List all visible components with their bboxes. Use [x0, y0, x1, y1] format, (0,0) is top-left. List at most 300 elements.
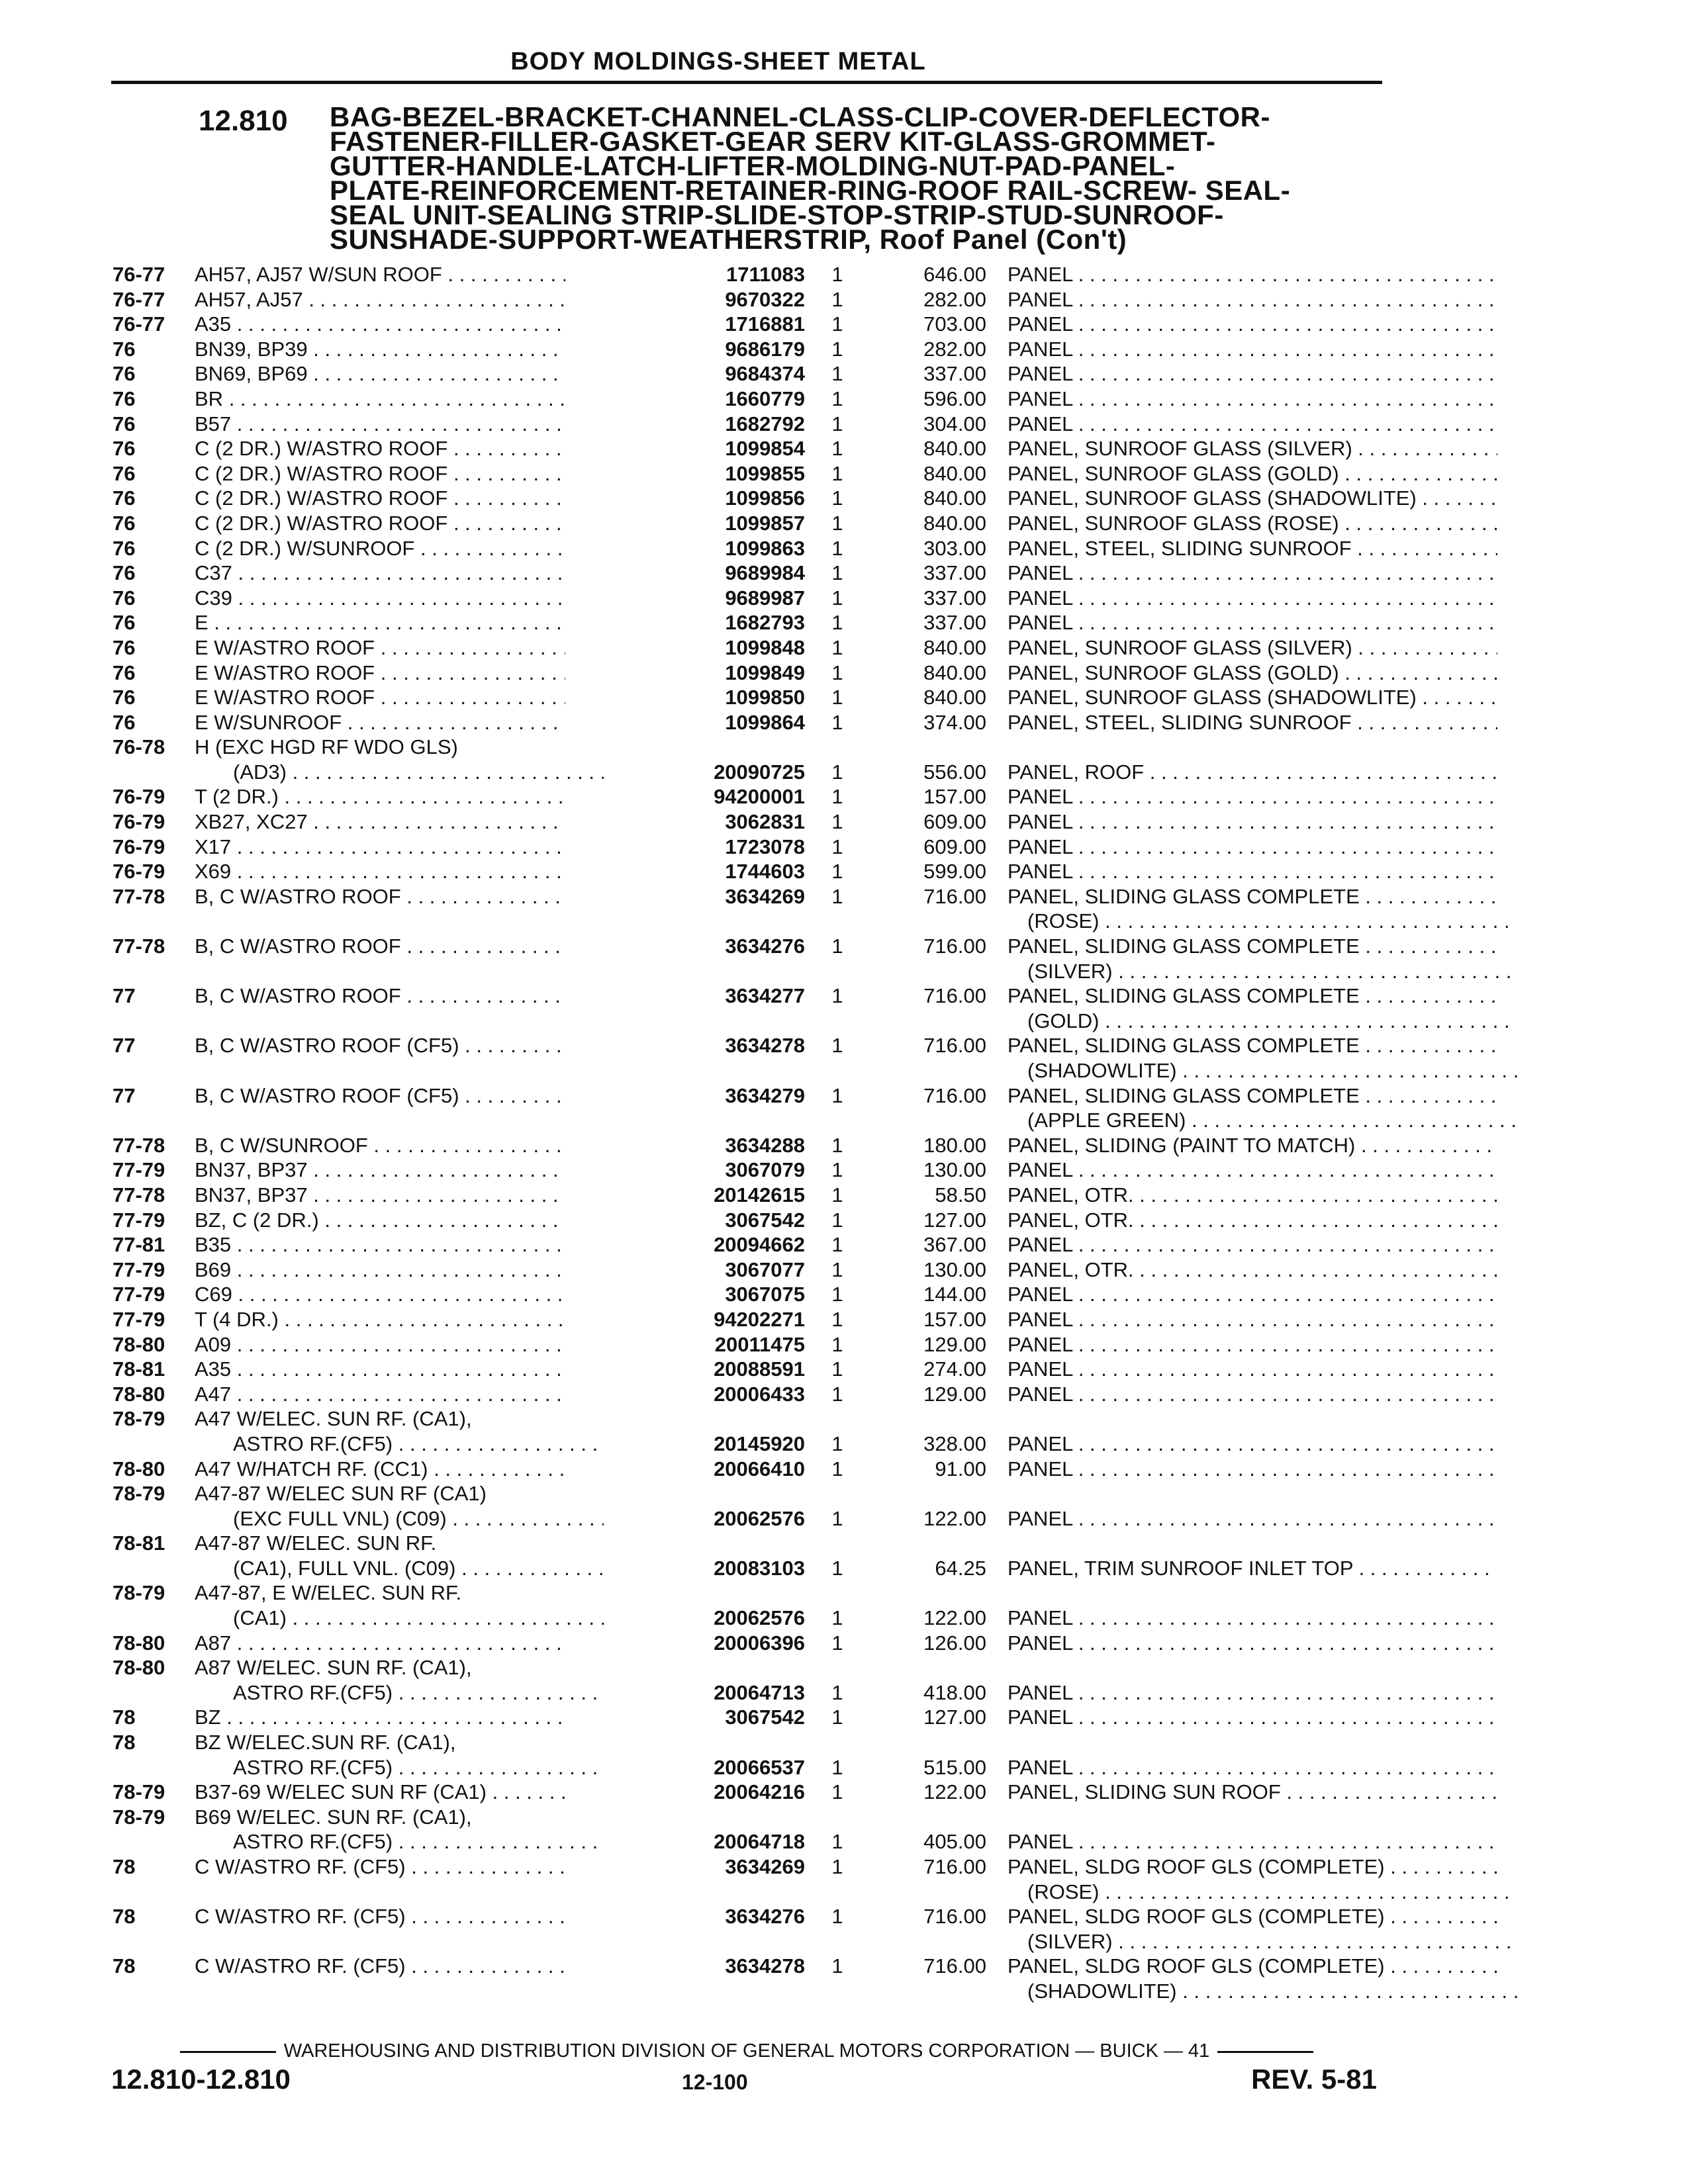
table-row [113, 1854, 1390, 1880]
row-model: BZ, C (2 DR.) . . . [195, 1208, 565, 1233]
row-year: 76-77 [113, 287, 165, 311]
row-description: PANEL, SLIDING SUN ROOF . . . [1008, 1780, 1497, 1805]
section-number: 12.810 [199, 105, 288, 137]
row-description: PANEL, OTR. . . . [1008, 1257, 1497, 1283]
row-model: C (2 DR.) W/ASTRO ROOF . . . [195, 511, 565, 536]
row-price: 556.00 [923, 760, 986, 784]
row-model: XB27, XC27 . . . [195, 809, 565, 835]
row-quantity: 1 [831, 1631, 843, 1655]
table-row [113, 1929, 1390, 1954]
row-year: 78 [113, 1954, 136, 1978]
table-row [113, 710, 1390, 735]
row-price: 64.25 [935, 1556, 986, 1580]
row-year: 76-79 [113, 810, 165, 834]
row-part-number: 20064713 [714, 1680, 805, 1704]
row-year: 77-79 [113, 1257, 165, 1281]
row-description: PANEL, TRIM SUNROOF INLET TOP . . . [1008, 1556, 1497, 1581]
row-price: 716.00 [923, 1034, 986, 1058]
row-description: PANEL, SLIDING GLASS COMPLETE . . . [1008, 884, 1497, 909]
row-price: 418.00 [923, 1680, 986, 1704]
table-row [113, 1083, 1390, 1109]
row-part-number: 20066537 [714, 1755, 805, 1779]
row-quantity: 1 [831, 586, 843, 610]
row-quantity: 1 [831, 1457, 843, 1480]
row-model: B, C W/SUNROOF . . . [195, 1133, 565, 1158]
row-year: 78-79 [113, 1482, 165, 1506]
table-row [113, 1357, 1390, 1382]
table-row [113, 884, 1390, 909]
row-model: (EXC FULL VNL) (C09) . . . [195, 1506, 604, 1531]
table-row [113, 1755, 1390, 1780]
table-row [113, 412, 1390, 437]
table-row [113, 610, 1390, 635]
row-quantity: 1 [831, 1257, 843, 1281]
table-row [113, 337, 1390, 362]
row-part-number: 3067075 [725, 1283, 805, 1306]
row-price: 122.00 [923, 1506, 986, 1530]
row-model: T (4 DR.) . . . [195, 1307, 565, 1332]
row-part-number: 1099856 [725, 486, 805, 510]
row-quantity: 1 [831, 1208, 843, 1232]
row-part-number: 3634288 [725, 1133, 805, 1157]
row-description: PANEL . . . [1008, 1457, 1497, 1482]
section-title-line: GUTTER-HANDLE-LATCH-LIFTER-MOLDING-NUT-PAD-PANEL- [330, 150, 1176, 181]
table-row [113, 387, 1390, 412]
row-part-number: 9689984 [725, 561, 805, 585]
table-row [113, 784, 1390, 809]
row-part-number: 1660779 [725, 387, 805, 410]
row-model: BN37, BP37 . . . [195, 1183, 565, 1208]
row-description: PANEL . . . [1008, 859, 1497, 884]
row-quantity: 1 [831, 362, 843, 386]
row-price: 716.00 [923, 984, 986, 1008]
row-year: 76 [113, 710, 136, 734]
row-quantity: 1 [831, 536, 843, 560]
row-price: 130.00 [923, 1257, 986, 1281]
row-quantity: 1 [831, 561, 843, 585]
row-price: 180.00 [923, 1133, 986, 1157]
row-description: (GOLD) . . . [1008, 1009, 1517, 1034]
row-description: PANEL . . . [1008, 337, 1497, 362]
row-year: 76 [113, 611, 136, 635]
row-quantity: 1 [831, 934, 843, 958]
row-quantity: 1 [831, 884, 843, 908]
table-row [113, 1655, 1390, 1680]
row-year: 76-79 [113, 785, 165, 809]
row-model: C W/ASTRO RF. (CF5) . . . [195, 1854, 565, 1880]
row-model: BZ W/ELEC.SUN RF. (CA1), [195, 1731, 456, 1754]
row-year: 78-81 [113, 1357, 165, 1381]
table-row [113, 1133, 1390, 1158]
table-row [113, 1705, 1390, 1730]
row-quantity: 1 [831, 1556, 843, 1580]
row-description: PANEL . . . [1008, 1382, 1497, 1407]
row-model: C (2 DR.) W/ASTRO ROOF . . . [195, 486, 565, 511]
row-quantity: 1 [831, 1332, 843, 1356]
row-description: PANEL . . . [1008, 1158, 1497, 1183]
row-quantity: 1 [831, 1905, 843, 1929]
row-part-number: 94202271 [714, 1307, 805, 1331]
section-title-line: SUNSHADE-SUPPORT-WEATHERSTRIP, Roof Panel (Con't) [330, 224, 1127, 255]
row-quantity: 1 [831, 337, 843, 361]
row-price: 374.00 [923, 710, 986, 734]
row-price: 144.00 [923, 1283, 986, 1306]
row-part-number: 9686179 [725, 337, 805, 361]
row-model: C39 . . . [195, 586, 565, 611]
row-part-number: 1716881 [725, 312, 805, 336]
row-description: PANEL, SUNROOF GLASS (ROSE) . . . [1008, 511, 1497, 536]
row-price: 129.00 [923, 1382, 986, 1406]
row-description: PANEL, SUNROOF GLASS (SILVER) . . . [1008, 436, 1497, 461]
footer-rule-right [1217, 2051, 1313, 2053]
footer-section-range: 12.810-12.810 [111, 2064, 291, 2095]
table-row [113, 1432, 1390, 1457]
row-year: 77-78 [113, 934, 165, 958]
row-model: ASTRO RF.(CF5) . . . [195, 1755, 604, 1780]
row-year: 76 [113, 337, 136, 361]
table-row [113, 1257, 1390, 1283]
section-title-line: PLATE-REINFORCEMENT-RETAINER-RING-ROOF RAIL-SCREW- SEAL- [330, 175, 1291, 206]
row-year: 76 [113, 660, 136, 684]
row-model: (CA1), FULL VNL. (C09) . . . [195, 1556, 604, 1581]
row-part-number: 20090725 [714, 760, 805, 784]
row-year: 76 [113, 387, 136, 410]
row-price: 840.00 [923, 511, 986, 535]
row-description: PANEL . . . [1008, 561, 1497, 586]
footer-division: WAREHOUSING AND DISTRIBUTION DIVISION OF GENERAL MOTORS CORPORATION — BUICK — 41 [283, 2040, 1210, 2062]
row-price: 122.00 [923, 1606, 986, 1630]
table-row [113, 1481, 1390, 1506]
row-quantity: 1 [831, 1382, 843, 1406]
table-row [113, 959, 1390, 984]
row-description: (SILVER) . . . [1008, 959, 1517, 984]
table-row [113, 1904, 1390, 1929]
row-part-number: 3634277 [725, 984, 805, 1008]
row-model: (CA1) . . . [195, 1606, 604, 1631]
row-model: A09 . . . [195, 1332, 565, 1357]
row-price: 274.00 [923, 1357, 986, 1381]
row-price: 840.00 [923, 437, 986, 461]
row-year: 77 [113, 1083, 136, 1107]
row-quantity: 1 [831, 1233, 843, 1257]
row-model: ASTRO RF.(CF5) . . . [195, 1829, 604, 1854]
row-description: (APPLE GREEN) . . . [1008, 1108, 1517, 1133]
row-part-number: 1682792 [725, 412, 805, 435]
row-price: 157.00 [923, 785, 986, 809]
row-part-number: 3634276 [725, 1905, 805, 1929]
row-model: A47-87 W/ELEC SUN RF (CA1) [195, 1482, 487, 1506]
row-description: (SHADOWLITE) . . . [1008, 1058, 1517, 1083]
row-part-number: 3062831 [725, 810, 805, 834]
row-price: 337.00 [923, 586, 986, 610]
row-description: (ROSE) . . . [1008, 909, 1517, 934]
row-part-number: 20011475 [714, 1332, 805, 1356]
row-year: 76 [113, 362, 136, 386]
row-model: BR . . . [195, 387, 565, 412]
row-price: 130.00 [923, 1158, 986, 1182]
row-part-number: 9684374 [725, 362, 805, 386]
row-quantity: 1 [831, 1706, 843, 1729]
table-row [113, 361, 1390, 387]
row-model: AH57, AJ57 W/SUN ROOF . . . [195, 262, 565, 287]
row-part-number: 20064216 [714, 1780, 805, 1804]
table-row [113, 859, 1390, 884]
row-quantity: 1 [831, 1606, 843, 1630]
row-quantity: 1 [831, 486, 843, 510]
table-row [113, 287, 1390, 312]
table-row [113, 1680, 1390, 1706]
row-description: PANEL . . . [1008, 1705, 1497, 1730]
row-quantity: 1 [831, 1034, 843, 1058]
row-description: PANEL, SLIDING GLASS COMPLETE . . . [1008, 1033, 1497, 1058]
table-row [113, 809, 1390, 835]
row-price: 304.00 [923, 412, 986, 435]
row-price: 716.00 [923, 1905, 986, 1929]
section-title-line: BAG-BEZEL-BRACKET-CHANNEL-CLASS-CLIP-COVER-DEFLECTOR- [330, 101, 1270, 132]
row-part-number: 1711083 [726, 263, 805, 286]
row-description: PANEL . . . [1008, 1432, 1497, 1457]
row-part-number: 3634276 [725, 934, 805, 958]
table-row [113, 1780, 1390, 1805]
row-quantity: 1 [831, 635, 843, 659]
row-year: 76-77 [113, 263, 165, 286]
row-description: PANEL . . . [1008, 1332, 1497, 1357]
row-description: PANEL . . . [1008, 1829, 1497, 1854]
table-row [113, 561, 1390, 586]
row-description: PANEL, SUNROOF GLASS (SILVER) . . . [1008, 635, 1497, 660]
row-part-number: 1099863 [725, 536, 805, 560]
row-part-number: 20142615 [714, 1183, 805, 1206]
row-price: 337.00 [923, 362, 986, 386]
row-year: 78-80 [113, 1382, 165, 1406]
row-quantity: 1 [831, 785, 843, 809]
row-part-number: 9670322 [725, 287, 805, 311]
table-row [113, 536, 1390, 561]
row-year: 76-77 [113, 312, 165, 336]
row-model: A47-87, E W/ELEC. SUN RF. [195, 1581, 462, 1605]
row-model: BN69, BP69 . . . [195, 361, 565, 387]
row-quantity: 1 [831, 1158, 843, 1182]
table-row [113, 461, 1390, 486]
row-model: A47-87 W/ELEC. SUN RF. [195, 1531, 437, 1555]
row-part-number: 3634269 [725, 884, 805, 908]
row-price: 716.00 [923, 884, 986, 908]
row-part-number: 1099848 [725, 635, 805, 659]
row-year: 76 [113, 412, 136, 435]
row-price: 282.00 [923, 287, 986, 311]
row-year: 78-79 [113, 1780, 165, 1804]
row-description: PANEL, OTR. . . . [1008, 1183, 1497, 1208]
row-description: PANEL, SUNROOF GLASS (GOLD) . . . [1008, 461, 1497, 486]
table-row [113, 1606, 1390, 1631]
row-part-number: 20094662 [714, 1233, 805, 1257]
row-description: PANEL . . . [1008, 361, 1497, 387]
row-part-number: 94200001 [714, 785, 805, 809]
row-description: (SHADOWLITE) . . . [1008, 1979, 1517, 2004]
row-year: 77-79 [113, 1283, 165, 1306]
row-year: 77 [113, 1034, 136, 1058]
row-year: 76 [113, 511, 136, 535]
row-part-number: 1723078 [725, 835, 805, 858]
row-quantity: 1 [831, 1954, 843, 1978]
row-price: 515.00 [923, 1755, 986, 1779]
row-quantity: 1 [831, 611, 843, 635]
row-description: PANEL . . . [1008, 1282, 1497, 1307]
row-part-number: 3067542 [725, 1706, 805, 1729]
row-description: PANEL . . . [1008, 809, 1497, 835]
table-row [113, 1382, 1390, 1407]
row-model: C69 . . . [195, 1282, 565, 1307]
row-quantity: 1 [831, 1780, 843, 1804]
row-quantity: 1 [831, 1755, 843, 1779]
row-model: C W/ASTRO RF. (CF5) . . . [195, 1954, 565, 1979]
row-quantity: 1 [831, 461, 843, 485]
row-price: 716.00 [923, 1083, 986, 1107]
row-quantity: 1 [831, 1680, 843, 1704]
row-description: PANEL . . . [1008, 287, 1497, 312]
row-year: 77-78 [113, 1133, 165, 1157]
row-quantity: 1 [831, 387, 843, 410]
table-row [113, 1033, 1390, 1058]
row-quantity: 1 [831, 1283, 843, 1306]
row-model: C (2 DR.) W/ASTRO ROOF . . . [195, 461, 565, 486]
row-year: 78-80 [113, 1656, 165, 1680]
row-model: E W/SUNROOF . . . [195, 710, 565, 735]
row-quantity: 1 [831, 835, 843, 858]
row-year: 77-81 [113, 1233, 165, 1257]
table-row [113, 1282, 1390, 1307]
row-quantity: 1 [831, 1506, 843, 1530]
row-quantity: 1 [831, 1183, 843, 1206]
row-year: 77-79 [113, 1208, 165, 1232]
row-model: A87 . . . [195, 1631, 565, 1656]
row-model: C (2 DR.) W/SUNROOF . . . [195, 536, 565, 561]
row-description: (ROSE) . . . [1008, 1880, 1517, 1905]
row-description: PANEL, SLDG ROOF GLS (COMPLETE) . . . [1008, 1954, 1497, 1979]
row-model: C37 . . . [195, 561, 565, 586]
row-price: 337.00 [923, 561, 986, 585]
row-year: 76 [113, 461, 136, 485]
row-model: A47 . . . [195, 1382, 565, 1407]
row-part-number: 1099850 [725, 686, 805, 709]
row-part-number: 3634269 [725, 1855, 805, 1878]
row-year: 76 [113, 486, 136, 510]
row-model: BN39, BP39 . . . [195, 337, 565, 362]
table-row [113, 1631, 1390, 1656]
row-year: 78-79 [113, 1805, 165, 1829]
row-description: PANEL, STEEL, SLIDING SUNROOF . . . [1008, 536, 1497, 561]
row-description: PANEL, SUNROOF GLASS (GOLD) . . . [1008, 660, 1497, 686]
row-description: PANEL . . . [1008, 412, 1497, 437]
row-model: B69 . . . [195, 1257, 565, 1283]
footer-rule-left [180, 2051, 276, 2053]
table-row [113, 660, 1390, 686]
row-price: 282.00 [923, 337, 986, 361]
row-model: A47 W/ELEC. SUN RF. (CA1), [195, 1407, 472, 1431]
row-description: PANEL . . . [1008, 610, 1497, 635]
row-part-number: 3634278 [725, 1034, 805, 1058]
row-description: PANEL, SLDG ROOF GLS (COMPLETE) . . . [1008, 1904, 1497, 1929]
row-price: 716.00 [923, 1954, 986, 1978]
row-quantity: 1 [831, 511, 843, 535]
table-row [113, 835, 1390, 860]
row-year: 78 [113, 1905, 136, 1929]
row-model: B, C W/ASTRO ROOF (CF5) . . . [195, 1083, 565, 1109]
row-price: 599.00 [923, 860, 986, 884]
row-quantity: 1 [831, 1133, 843, 1157]
table-row [113, 1058, 1390, 1083]
row-part-number: 20083103 [714, 1556, 805, 1580]
row-quantity: 1 [831, 312, 843, 336]
row-description: PANEL, SLIDING GLASS COMPLETE . . . [1008, 983, 1497, 1009]
row-part-number: 1744603 [725, 860, 805, 884]
table-row [113, 1158, 1390, 1183]
row-year: 77-79 [113, 1307, 165, 1331]
table-row [113, 983, 1390, 1009]
row-description: PANEL, SLIDING GLASS COMPLETE . . . [1008, 934, 1497, 959]
row-year: 76 [113, 686, 136, 709]
table-row [113, 1307, 1390, 1332]
footer-revision: REV. 5-81 [1251, 2064, 1377, 2095]
row-description: PANEL, STEEL, SLIDING SUNROOF . . . [1008, 710, 1497, 735]
row-model: E W/ASTRO ROOF . . . [195, 635, 565, 660]
table-row [113, 934, 1390, 959]
table-row [113, 1406, 1390, 1432]
table-row [113, 1880, 1390, 1905]
row-part-number: 20062576 [714, 1506, 805, 1530]
row-quantity: 1 [831, 1083, 843, 1107]
table-row [113, 909, 1390, 934]
row-description: (SILVER) . . . [1008, 1929, 1517, 1954]
row-model: BZ . . . [195, 1705, 565, 1730]
row-model: B57 . . . [195, 412, 565, 437]
row-quantity: 1 [831, 660, 843, 684]
row-model: AH57, AJ57 . . . [195, 287, 565, 312]
row-model: B37-69 W/ELEC SUN RF (CA1) . . . [195, 1780, 565, 1805]
row-model: A47 W/HATCH RF. (CC1) . . . [195, 1457, 565, 1482]
row-part-number: 3634279 [725, 1083, 805, 1107]
row-description: PANEL . . . [1008, 1755, 1497, 1780]
row-description: PANEL, OTR. . . . [1008, 1208, 1497, 1233]
section-title-lines [330, 101, 1587, 255]
row-price: 122.00 [923, 1780, 986, 1804]
row-description: PANEL, SLDG ROOF GLS (COMPLETE) . . . [1008, 1854, 1497, 1880]
table-row [113, 635, 1390, 660]
table-row [113, 436, 1390, 461]
row-description: PANEL . . . [1008, 586, 1497, 611]
row-quantity: 1 [831, 760, 843, 784]
table-row [113, 1108, 1390, 1133]
row-part-number: 20145920 [714, 1432, 805, 1455]
row-description: PANEL . . . [1008, 784, 1497, 809]
table-row [113, 1009, 1390, 1034]
row-year: 78-80 [113, 1457, 165, 1480]
table-row [113, 511, 1390, 536]
row-description: PANEL . . . [1008, 262, 1497, 287]
table-row [113, 1183, 1390, 1208]
row-part-number: 1099864 [725, 710, 805, 734]
row-part-number: 20088591 [714, 1357, 805, 1381]
row-description: PANEL . . . [1008, 1680, 1497, 1706]
row-model: X69 . . . [195, 859, 565, 884]
row-year: 76-79 [113, 860, 165, 884]
row-part-number: 20006433 [714, 1382, 805, 1406]
row-part-number: 3067077 [725, 1257, 805, 1281]
row-part-number: 20066410 [714, 1457, 805, 1480]
row-model: B69 W/ELEC. SUN RF. (CA1), [195, 1805, 472, 1829]
row-model: C W/ASTRO RF. (CF5) . . . [195, 1904, 565, 1929]
row-year: 76-78 [113, 735, 165, 759]
